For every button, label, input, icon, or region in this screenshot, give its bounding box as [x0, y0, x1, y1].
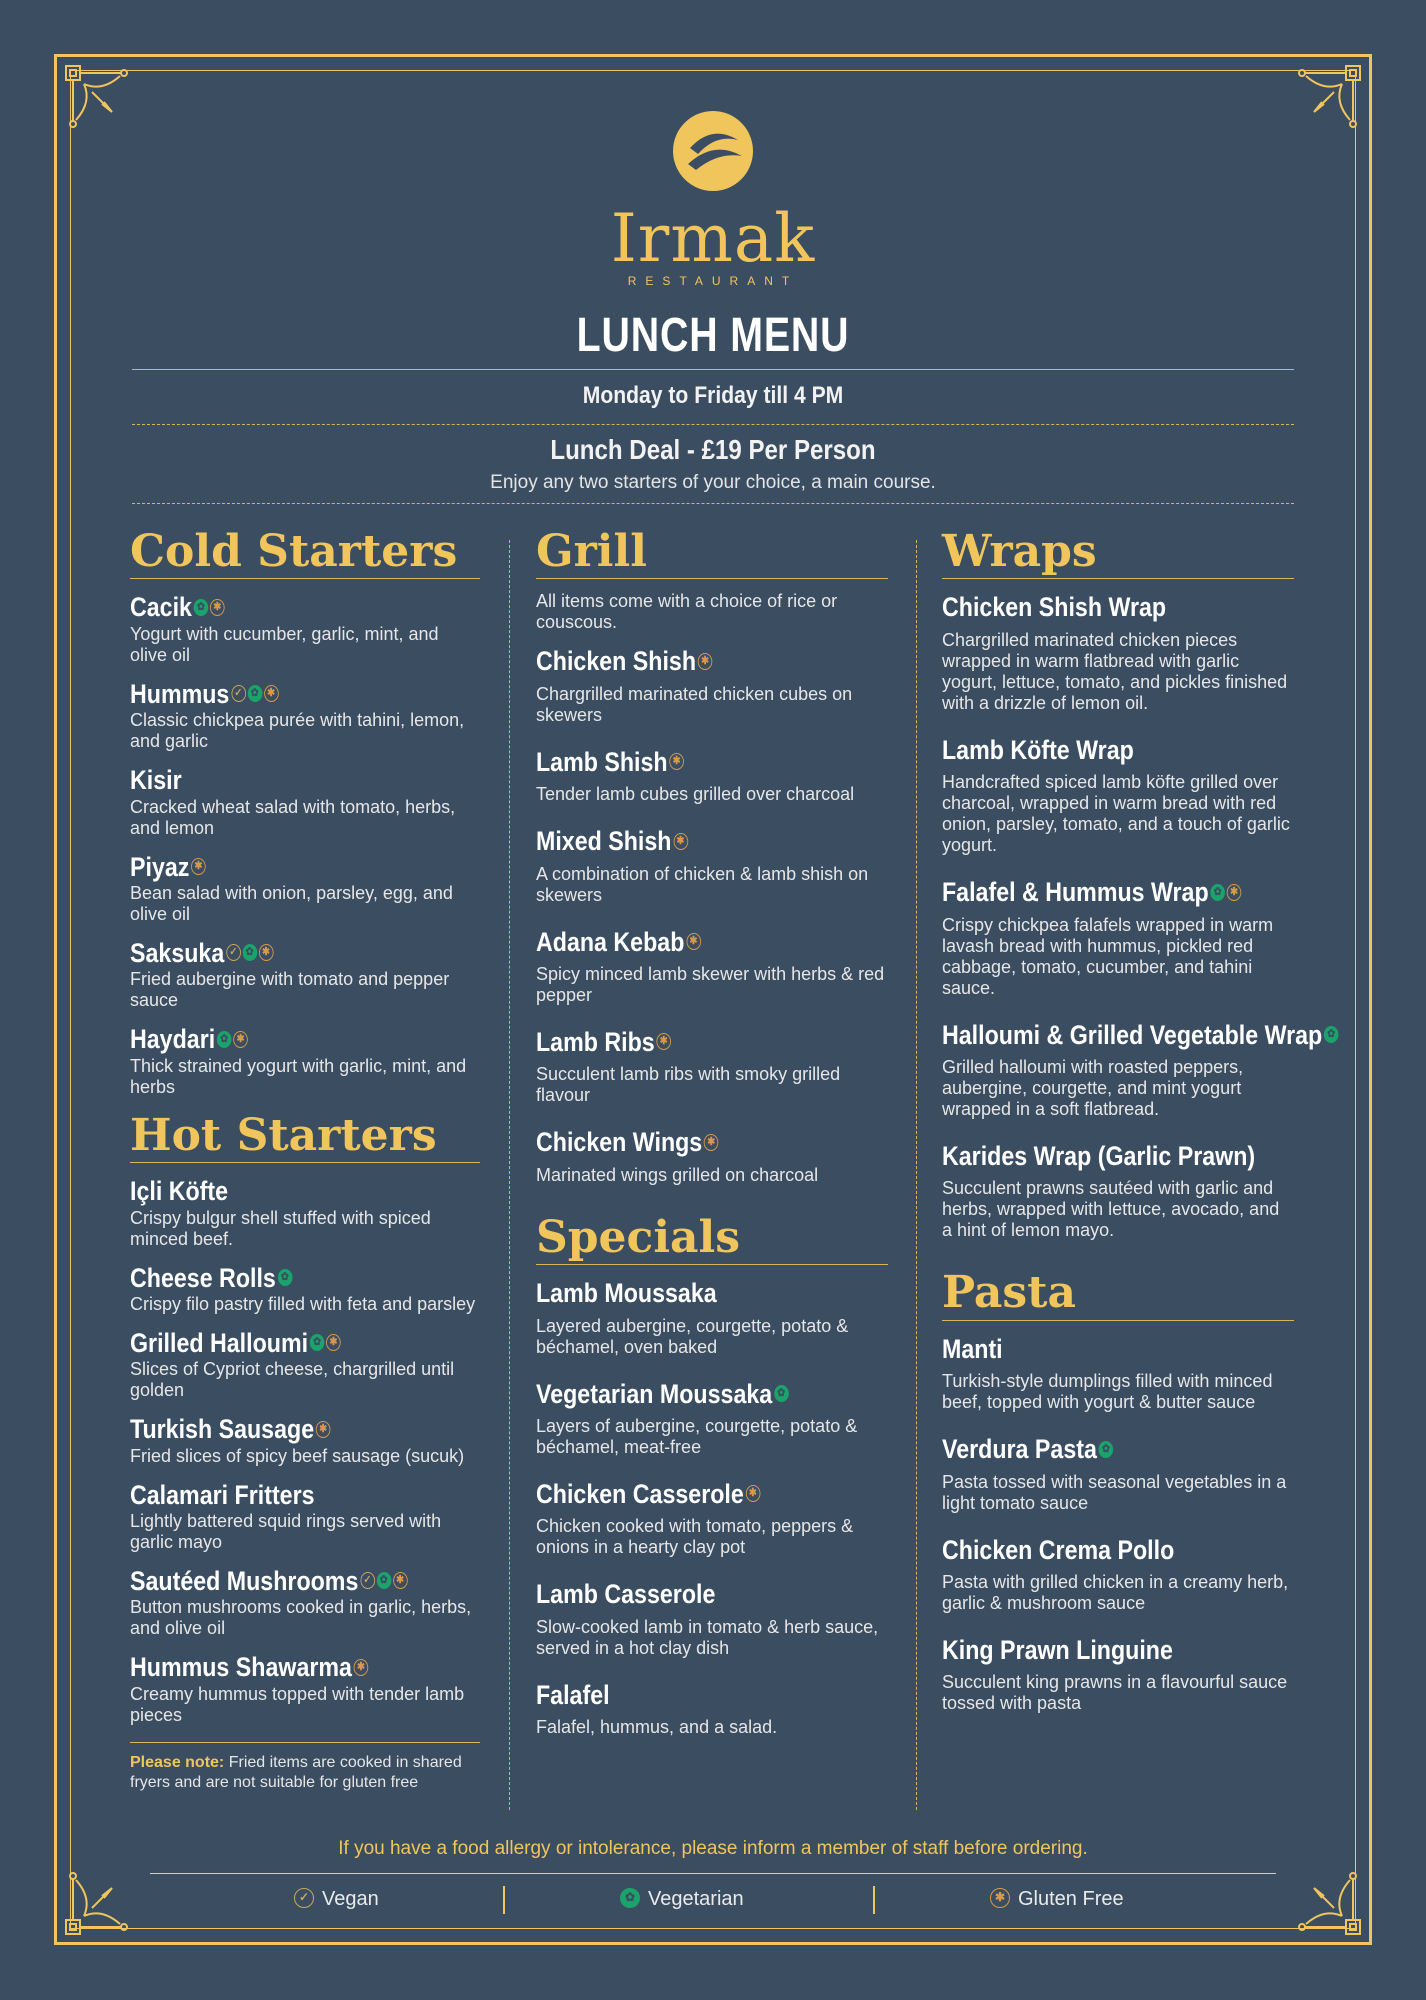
gluten-free-icon: ✱ — [191, 858, 206, 875]
corner-ornament-icon — [62, 1858, 142, 1938]
menu-item-name — [536, 926, 839, 958]
menu-item-description: Slices of Cypriot cheese, chargrilled until golden — [130, 1359, 455, 1401]
menu-item-name-text: Cacik — [130, 592, 192, 623]
menu-item-name — [130, 678, 431, 710]
menu-item-name-text: Lamb Köfte Wrap — [942, 734, 1134, 765]
vegetarian-icon: ✿ — [1210, 884, 1225, 901]
vegetarian-icon: ✿ — [376, 1572, 391, 1589]
menu-item-description: Tender lamb cubes grilled over charcoal — [536, 784, 855, 805]
menu-item-name-text: Içli Köfte — [130, 1176, 229, 1207]
gluten-free-icon: ✱ — [746, 1485, 761, 1502]
vegetarian-icon: ✿ — [278, 1269, 293, 1286]
menu-item — [130, 1479, 480, 1553]
vegetarian-icon: ✿ — [620, 1888, 640, 1908]
brand-subtitle: RESTAURANT — [627, 274, 799, 288]
legend-label: Vegetarian — [648, 1888, 744, 1910]
menu-item-name — [536, 645, 839, 677]
vegan-icon: ✓ — [360, 1572, 375, 1589]
menu-item-name — [130, 1262, 431, 1294]
menu-item-name — [130, 851, 431, 883]
section-title-cold-starters: Cold Starters — [130, 528, 480, 579]
vegan-icon: ✓ — [294, 1888, 314, 1908]
divider — [132, 424, 1294, 425]
menu-item — [942, 1534, 1294, 1614]
note-label: Please note: — [130, 1753, 225, 1771]
menu-item-name — [942, 876, 1245, 908]
allergy-notice: If you have a food allergy or intolerance, please inform a member of staff before ordering. — [338, 1838, 1088, 1859]
menu-item-name-text: Saksuka — [130, 937, 225, 968]
menu-item — [130, 1262, 480, 1315]
column-wraps-pasta — [942, 526, 1336, 1734]
menu-item-description: Layers of aubergine, courgette, potato & béchamel, meat-free — [536, 1415, 858, 1457]
gluten-free-icon: ✱ — [1227, 884, 1242, 901]
gluten-free-icon: ✱ — [326, 1334, 341, 1351]
menu-item-description: Succulent king prawns in a flavourful sauce tossed with pasta — [942, 1672, 1288, 1714]
menu-item-name-text: Vegetarian Moussaka — [536, 1378, 773, 1409]
menu-item-name-text: Calamari Fritters — [130, 1479, 315, 1510]
menu-item-description: Chargrilled marinated chicken cubes on skewers — [536, 683, 853, 725]
legend-separator — [873, 1886, 875, 1914]
menu-item-description: Pasta tossed with seasonal vegetables in a light tomato sauce — [942, 1471, 1287, 1513]
specials-list — [536, 1277, 888, 1738]
menu-item-name — [942, 1140, 1256, 1172]
vegetarian-icon: ✿ — [242, 944, 257, 961]
gluten-free-icon: ✱ — [669, 753, 684, 770]
menu-item-description: Cracked wheat salad with tomato, herbs, and lemon — [130, 796, 456, 838]
legend-vegan — [294, 1888, 379, 1911]
gluten-free-icon: ✱ — [210, 599, 225, 616]
vegetarian-icon: ✿ — [1099, 1441, 1114, 1458]
menu-item — [942, 1333, 1294, 1413]
menu-item-description: Turkish-style dumplings filled with minced beef, topped with yogurt & butter sauce — [942, 1371, 1273, 1413]
vegetarian-icon: ✿ — [310, 1334, 325, 1351]
corner-ornament-icon — [62, 62, 142, 142]
divider — [132, 369, 1294, 370]
deal-title: Lunch Deal - £19 Per Person — [550, 434, 876, 465]
menu-item-name-text: Hummus Shawarma — [130, 1652, 352, 1683]
section-title-grill: Grill — [536, 528, 888, 579]
menu-item-name — [536, 1026, 839, 1058]
menu-item-description: Crispy bulgur shell stuffed with spiced minced beef. — [130, 1207, 431, 1249]
cold-starters-list — [130, 591, 480, 1097]
menu-item-name-text: Chicken Casserole — [536, 1478, 744, 1509]
vegetarian-icon: ✿ — [1324, 1026, 1339, 1043]
section-title-hot-starters: Hot Starters — [130, 1112, 480, 1163]
vegetarian-icon: ✿ — [247, 685, 262, 702]
menu-item-name — [942, 1019, 1336, 1051]
menu-item-description: Fried slices of spicy beef sausage (sucuk) — [130, 1445, 465, 1466]
menu-item — [130, 1565, 480, 1639]
menu-item-description: Layered aubergine, courgette, potato & béchamel, oven baked — [536, 1315, 849, 1357]
menu-item-name — [130, 1327, 431, 1359]
menu-item-name — [130, 937, 431, 969]
menu-item-name-text: Falafel — [536, 1679, 610, 1710]
corner-ornament-icon — [1284, 1858, 1364, 1938]
menu-item-description: Fried aubergine with tomato and pepper sauce — [130, 969, 450, 1011]
menu-item — [130, 1651, 480, 1725]
menu-item-description: Button mushrooms cooked in garlic, herbs, and olive oil — [130, 1597, 472, 1639]
menu-item — [536, 1378, 888, 1458]
menu-item — [130, 764, 480, 838]
menu-item-name — [536, 825, 839, 857]
note-text: Fried items are cooked in shared fryers and are not suitable for gluten free — [130, 1753, 462, 1791]
deal-description: Enjoy any two starters of your choice, a main course. — [490, 472, 936, 493]
logo-icon — [672, 110, 754, 192]
menu-item — [942, 1634, 1294, 1714]
menu-item — [130, 678, 480, 752]
gluten-free-icon: ✱ — [704, 1134, 719, 1151]
menu-item — [130, 851, 480, 925]
divider — [150, 1873, 1276, 1874]
menu-item — [942, 1019, 1336, 1120]
gluten-free-icon: ✱ — [656, 1033, 671, 1050]
menu-item-name — [942, 1534, 1245, 1566]
menu-item-description: Thick strained yogurt with garlic, mint, and herbs — [130, 1055, 467, 1097]
wraps-list — [942, 591, 1336, 1241]
brand-name: Irmak — [610, 200, 816, 277]
menu-item-description: Crispy chickpea falafels wrapped in warm lavash bread with hummus, pickled red cabbage, tomato, cucumber, and tahini sauce. — [942, 914, 1274, 998]
menu-item-description: Grilled halloumi with roasted peppers, aubergine, courgette, and mint yogurt wrapped in a soft flatbread. — [942, 1056, 1244, 1119]
menu-item-description: Chargrilled marinated chicken pieces wrapped in warm flatbread with garlic yogurt, lettuce, tomato, and pickles finished with a drizzle of lemon oil. — [942, 629, 1288, 713]
menu-item-name — [130, 1565, 431, 1597]
menu-item-name-text: Hummus — [130, 678, 230, 709]
menu-item — [536, 1478, 888, 1558]
menu-item-name — [130, 764, 431, 796]
gluten-free-icon: ✱ — [316, 1421, 331, 1438]
section-title-specials: Specials — [536, 1214, 888, 1265]
menu-item-name-text: Lamb Shish — [536, 746, 668, 777]
gluten-free-icon: ✱ — [354, 1659, 369, 1676]
corner-ornament-icon — [1284, 62, 1364, 142]
menu-item-name-text: Manti — [942, 1333, 1003, 1364]
menu-item-name-text: Adana Kebab — [536, 926, 685, 957]
legend-vegetarian — [620, 1888, 744, 1911]
menu-item-name-text: Kisir — [130, 765, 182, 796]
menu-item-description: Yogurt with cucumber, garlic, mint, and olive oil — [130, 623, 439, 665]
menu-item-name — [942, 591, 1245, 623]
menu-item-name-text: Grilled Halloumi — [130, 1327, 309, 1358]
menu-item — [536, 746, 888, 805]
section-title-wraps: Wraps — [942, 528, 1294, 579]
column-grill-specials — [536, 528, 888, 1758]
menu-item-name — [536, 1679, 839, 1711]
column-divider — [916, 540, 917, 1810]
menu-item-name — [942, 734, 1245, 766]
page-title: LUNCH MENU — [576, 309, 850, 362]
vegan-icon: ✓ — [231, 685, 246, 702]
menu-item-description: Pasta with grilled chicken in a creamy herb, garlic & mushroom sauce — [942, 1571, 1289, 1613]
gluten-free-icon: ✱ — [233, 1031, 248, 1048]
menu-item-description: Succulent prawns sautéed with garlic and herbs, wrapped with lettuce, avocado, and a hint of lemon mayo. — [942, 1178, 1280, 1241]
menu-item-name-text: Cheese Rolls — [130, 1262, 276, 1293]
menu-item-name — [130, 1651, 431, 1683]
menu-item-name-text: Lamb Casserole — [536, 1579, 716, 1610]
menu-item-name-text: Mixed Shish — [536, 826, 672, 857]
menu-item-name-text: Chicken Shish — [536, 646, 697, 677]
menu-item-description: Succulent lamb ribs with smoky grilled flavour — [536, 1064, 841, 1106]
menu-item-description: Handcrafted spiced lamb köfte grilled over charcoal, wrapped in warm bread with red onion, parsley, tomato, and a touch of garlic yogurt. — [942, 772, 1290, 856]
menu-item-name — [536, 746, 839, 778]
vegan-icon: ✓ — [226, 944, 241, 961]
legend-label: Gluten Free — [1018, 1888, 1124, 1910]
gluten-free-icon: ✱ — [264, 685, 279, 702]
menu-item-description: Slow-cooked lamb in tomato & herb sauce, served in a hot clay dish — [536, 1616, 879, 1658]
legend-separator — [503, 1886, 505, 1914]
menu-item-name — [536, 1277, 839, 1309]
gluten-free-icon: ✱ — [673, 833, 688, 850]
menu-item-name-text: Sautéed Mushrooms — [130, 1566, 359, 1597]
menu-item-description: Marinated wings grilled on charcoal — [536, 1164, 819, 1185]
gluten-free-icon: ✱ — [686, 933, 701, 950]
menu-item-name-text: King Prawn Linguine — [942, 1634, 1173, 1665]
gluten-free-icon: ✱ — [259, 944, 274, 961]
menu-item-name-text: Haydari — [130, 1024, 216, 1055]
pasta-list — [942, 1333, 1294, 1715]
vegetarian-icon: ✿ — [217, 1031, 232, 1048]
menu-item-name-text: Lamb Ribs — [536, 1026, 655, 1057]
menu-item — [942, 591, 1294, 713]
menu-item-name — [536, 1578, 839, 1610]
menu-item-name-text: Lamb Moussaka — [536, 1278, 717, 1309]
menu-item-name-text: Karides Wrap (Garlic Prawn) — [942, 1140, 1256, 1171]
hot-starters-list — [130, 1175, 480, 1726]
menu-item — [942, 1433, 1294, 1513]
menu-item-description: Spicy minced lamb skewer with herbs & red pepper — [536, 963, 885, 1005]
hours-text: Monday to Friday till 4 PM — [582, 382, 844, 409]
menu-item — [536, 825, 888, 905]
menu-item — [130, 937, 480, 1011]
menu-item-description: Chicken cooked with tomato, peppers & onions in a hearty clay pot — [536, 1516, 854, 1558]
menu-item-name — [130, 1023, 431, 1055]
menu-item — [536, 645, 888, 725]
menu-item-name-text: Falafel & Hummus Wrap — [942, 877, 1209, 908]
menu-item — [942, 1140, 1294, 1241]
menu-item — [130, 591, 480, 665]
legend-gluten-free — [990, 1888, 1124, 1911]
fryer-note — [130, 1742, 480, 1793]
menu-item-name-text: Verdura Pasta — [942, 1434, 1097, 1465]
menu-item-description: Lightly battered squid rings served with garlic mayo — [130, 1511, 442, 1553]
menu-item — [130, 1327, 480, 1401]
menu-item-name — [536, 1478, 839, 1510]
menu-item-description: Creamy hummus topped with tender lamb pieces — [130, 1683, 465, 1725]
column-divider — [509, 540, 510, 1810]
menu-item-name-text: Halloumi & Grilled Vegetable Wrap — [942, 1019, 1323, 1050]
menu-item — [536, 1679, 888, 1738]
menu-item-name-text: Chicken Wings — [536, 1127, 703, 1158]
gluten-free-icon: ✱ — [698, 653, 713, 670]
menu-item — [942, 734, 1294, 856]
menu-item-name — [130, 1413, 431, 1445]
menu-item-name — [942, 1333, 1245, 1365]
divider — [132, 503, 1294, 504]
menu-item-name — [942, 1634, 1245, 1666]
grill-intro: All items come with a choice of rice or couscous. — [536, 591, 838, 633]
menu-item — [130, 1023, 480, 1097]
menu-item-name — [536, 1378, 839, 1410]
menu-item-description: A combination of chicken & lamb shish on skewers — [536, 863, 869, 905]
grill-list — [536, 645, 888, 1185]
menu-item — [536, 1277, 888, 1357]
menu-item-description: Crispy filo pastry filled with feta and parsley — [130, 1293, 476, 1314]
menu-item — [130, 1413, 480, 1466]
section-title-pasta: Pasta — [942, 1269, 1294, 1320]
menu-item — [536, 1126, 888, 1185]
menu-item-description: Bean salad with onion, parsley, egg, and olive oil — [130, 882, 453, 924]
menu-item — [536, 1578, 888, 1658]
vegetarian-icon: ✿ — [194, 599, 209, 616]
menu-item-name — [942, 1433, 1245, 1465]
menu-item-name-text: Piyaz — [130, 851, 190, 882]
gluten-free-icon: ✱ — [990, 1888, 1010, 1908]
menu-item-name-text: Turkish Sausage — [130, 1414, 315, 1445]
menu-item — [536, 1026, 888, 1106]
menu-item — [942, 876, 1294, 998]
menu-item-name-text: Chicken Shish Wrap — [942, 592, 1167, 623]
legend-label: Vegan — [322, 1888, 379, 1910]
menu-item-name — [130, 591, 431, 623]
menu-item-name — [130, 1479, 431, 1511]
menu-item-name — [536, 1126, 839, 1158]
gluten-free-icon: ✱ — [393, 1572, 408, 1589]
menu-item — [130, 1175, 480, 1249]
column-starters — [130, 528, 480, 1793]
menu-item-name — [130, 1175, 431, 1207]
menu-item-description: Falafel, hummus, and a salad. — [536, 1717, 778, 1738]
menu-item — [536, 926, 888, 1006]
menu-item-name-text: Chicken Crema Pollo — [942, 1534, 1175, 1565]
menu-item-description: Classic chickpea purée with tahini, lemon, and garlic — [130, 710, 465, 752]
vegetarian-icon: ✿ — [774, 1385, 789, 1402]
